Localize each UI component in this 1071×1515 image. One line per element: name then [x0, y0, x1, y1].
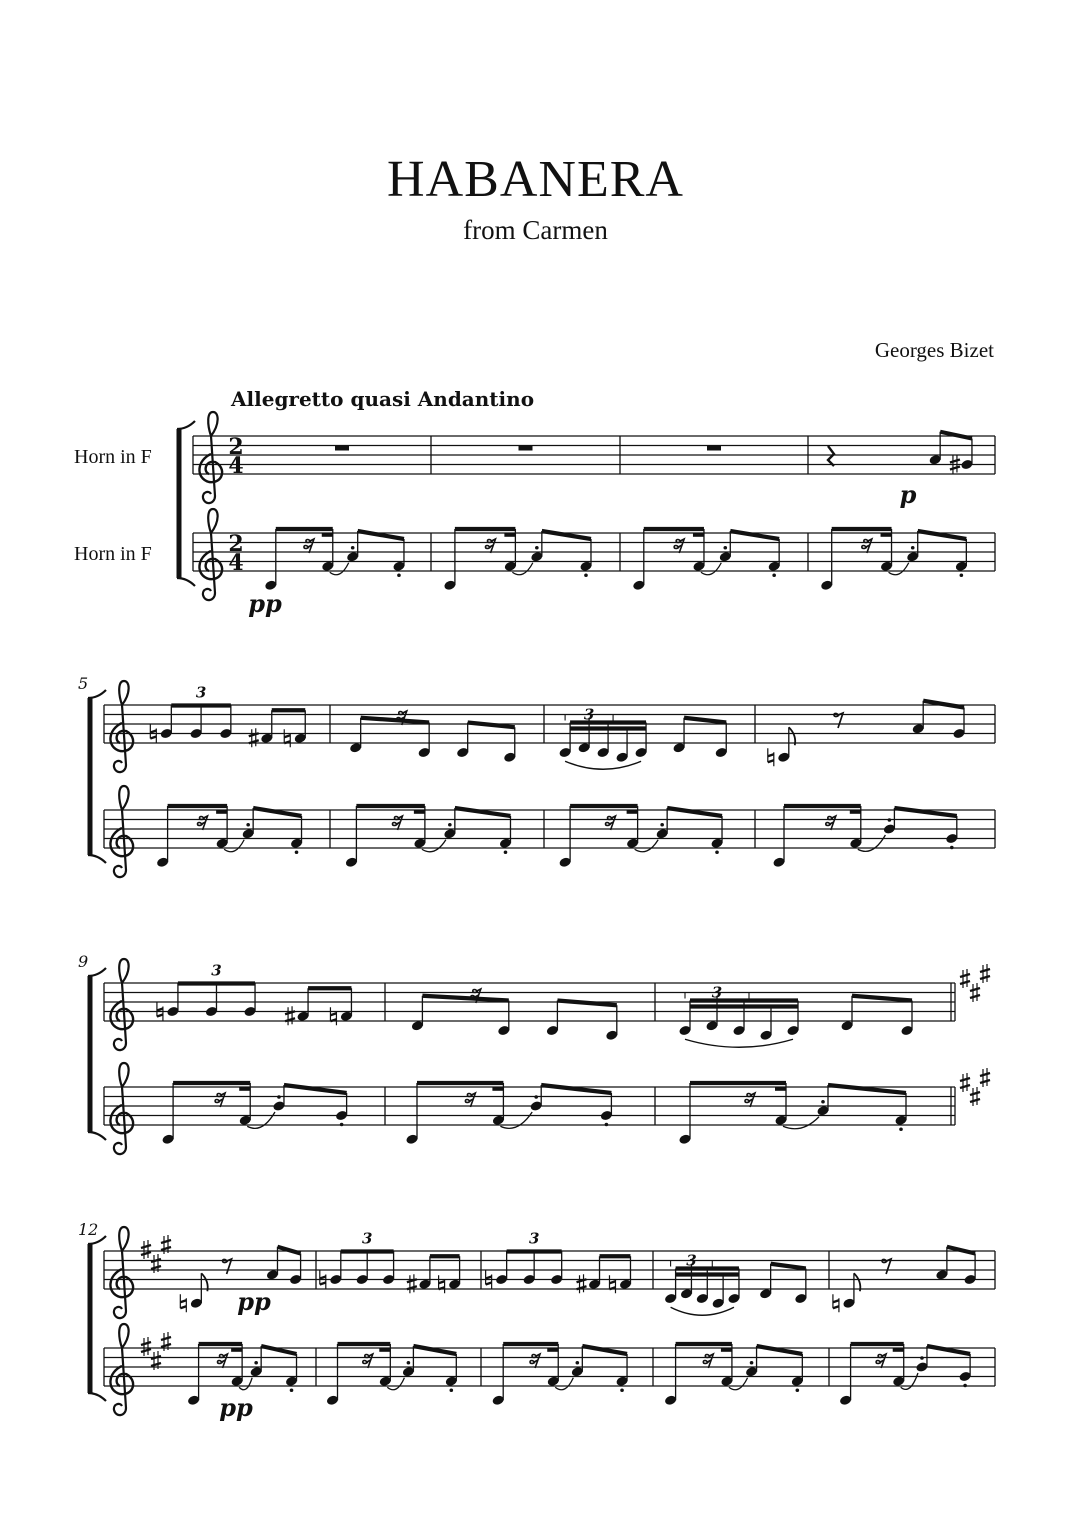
key-sharp-f: [141, 1240, 151, 1259]
treble-clef: [110, 959, 133, 1050]
accomp-beam: [757, 1346, 803, 1354]
time-signature-top: 2: [228, 434, 244, 460]
sharp-accidental: [407, 1274, 417, 1293]
accomp-sixteenth-rest: [862, 539, 872, 553]
melody-beam: [422, 996, 508, 1001]
key-sharp-g: [980, 964, 990, 983]
accomp-sixteenth-rest: [485, 539, 495, 553]
accomp-beam: [284, 1085, 347, 1093]
whole-rest: [519, 446, 533, 451]
accomp-sixteenth-rest: [198, 816, 208, 830]
accomp-staccato: [448, 823, 452, 827]
natural-accidental: [609, 1275, 615, 1293]
melody-beam: [468, 723, 515, 728]
melody-measure-1-4: [828, 432, 974, 474]
triplet-number: 3: [361, 1229, 373, 1248]
melody-measure-3-1: [157, 962, 353, 1026]
accomp-staccato: [295, 850, 299, 854]
accomp-staccato: [277, 1095, 281, 1099]
accomp-staccato: [584, 573, 588, 577]
accomp-staccato: [576, 1361, 580, 1365]
accomp-staccato: [911, 546, 915, 550]
accompaniment-measure-1-4: [820, 529, 968, 591]
accomp-staccato: [963, 1384, 967, 1388]
melody-slur: [565, 761, 641, 769]
melody-slur: [685, 1039, 793, 1047]
accompaniment-measure-4-2: [326, 1344, 458, 1406]
dynamic-pp-lower-m12: pp: [219, 1393, 253, 1422]
score-subtitle: from Carmen: [463, 215, 608, 245]
dynamic-p-upper-m4: p: [899, 480, 917, 509]
accomp-sixteenth-rest: [606, 816, 616, 830]
time-signature-bottom: 4: [228, 550, 244, 576]
accomp-staccato: [397, 573, 401, 577]
instrument-label-1: Horn in F: [74, 446, 152, 468]
accomp-beam: [667, 808, 722, 816]
accomp-staccato: [950, 846, 954, 850]
accomp-beam: [927, 1346, 970, 1354]
accompaniment-measure-3-3: [678, 1083, 907, 1145]
melody-measure-3-2: [411, 989, 619, 1041]
key-sharp-c: [970, 983, 980, 1002]
accomp-slur: [247, 1112, 275, 1128]
quarter-rest: [828, 446, 834, 466]
accompaniment-measure-2-2: [345, 806, 512, 868]
triplet-number: 3: [211, 961, 222, 980]
bracket-bottom-hook: [88, 855, 106, 863]
key-sharp-c: [970, 1087, 980, 1106]
accomp-staccato: [504, 850, 508, 854]
treble-clef: [110, 681, 133, 772]
accompaniment-measure-4-5: [839, 1344, 972, 1406]
treble-clef: [199, 412, 222, 503]
melody-beam: [771, 1264, 806, 1269]
sharp-accidental: [285, 1006, 295, 1025]
accomp-staccato: [821, 1100, 825, 1104]
dynamic-pp-lower-m1: pp: [248, 589, 282, 618]
accomp-beam: [413, 1346, 456, 1354]
accomp-beam: [894, 808, 956, 816]
accomp-slur: [500, 1112, 532, 1128]
time-signature-top: 2: [228, 531, 244, 557]
accompaniment-measure-2-4: [772, 806, 958, 868]
accomp-sixteenth-rest: [745, 1093, 755, 1107]
accomp-staccato: [254, 1361, 258, 1365]
treble-clef: [110, 1063, 133, 1154]
melody-beam: [940, 432, 972, 439]
natural-accidental: [180, 1294, 186, 1312]
accomp-staccato: [899, 1127, 903, 1131]
treble-clef: [110, 786, 133, 877]
accomp-beam: [918, 531, 967, 539]
whole-rest: [707, 446, 721, 451]
natural-accidental: [439, 1275, 445, 1293]
accomp-beam: [582, 1346, 627, 1354]
natural-accidental: [330, 1007, 336, 1025]
accomp-staccato: [960, 573, 964, 577]
accomp-staccato: [772, 573, 776, 577]
music-systems: [78, 412, 995, 1422]
accomp-beam: [541, 1085, 611, 1093]
accomp-sixteenth-rest: [530, 1354, 540, 1368]
melody-measure-4-2: [320, 1230, 461, 1294]
natural-accidental: [833, 1294, 839, 1312]
eighth-rest: [223, 1259, 232, 1274]
accomp-staccato: [450, 1388, 454, 1392]
accomp-staccato: [246, 823, 250, 827]
treble-clef: [110, 1324, 133, 1415]
melody-beam: [277, 1247, 300, 1254]
key-sharp-f: [960, 969, 970, 988]
accomp-slur: [858, 835, 886, 851]
melody-beam: [361, 718, 429, 723]
measure-number: 5: [78, 674, 89, 693]
bracket-bottom-hook: [177, 578, 195, 586]
melody-beam: [947, 1247, 975, 1254]
accomp-staccato: [796, 1388, 800, 1392]
system-4: [78, 1220, 995, 1415]
accompaniment-measure-2-3: [558, 806, 723, 868]
accomp-sixteenth-rest: [215, 1093, 225, 1107]
triplet-number: 3: [195, 683, 207, 702]
accomp-beam: [828, 1085, 906, 1093]
accompaniment-measure-3-1: [161, 1083, 348, 1145]
accomp-beam: [261, 1346, 296, 1354]
melody-beam: [557, 1001, 616, 1006]
time-signature-bottom: 4: [228, 453, 244, 479]
bracket-bottom-hook: [88, 1393, 106, 1401]
accomp-sixteenth-rest: [674, 539, 684, 553]
measure-number: 9: [78, 952, 89, 971]
accomp-staccato: [290, 1388, 294, 1392]
accompaniment-measure-1-2: [443, 529, 592, 591]
system-2: [78, 674, 995, 877]
accompaniment-measure-1-1: [264, 529, 405, 591]
system-3: [78, 952, 990, 1154]
bracket-top-hook: [88, 690, 106, 698]
accomp-sixteenth-rest: [703, 1354, 713, 1368]
melody-measure-4-3: [486, 1230, 633, 1294]
accomp-staccato: [715, 850, 719, 854]
key-sharp-f: [960, 1073, 970, 1092]
accomp-sixteenth-rest: [392, 816, 402, 830]
natural-accidental: [768, 748, 774, 766]
accomp-sixteenth-rest: [218, 1354, 228, 1368]
triplet-number: 3: [583, 705, 595, 724]
accomp-sixteenth-rest: [876, 1354, 886, 1368]
accomp-beam: [542, 531, 591, 539]
dynamic-pp-upper-m12: pp: [237, 1287, 271, 1316]
accomp-staccato: [620, 1388, 624, 1392]
accomp-staccato: [605, 1123, 609, 1127]
accomp-staccato: [920, 1356, 924, 1360]
accomp-staccato: [660, 823, 664, 827]
accomp-staccato: [351, 546, 355, 550]
sharp-accidental: [577, 1274, 587, 1293]
triplet-number: 3: [711, 983, 723, 1002]
accomp-staccato: [888, 818, 892, 822]
bracket-bottom-hook: [88, 1132, 106, 1140]
accomp-staccato: [407, 1361, 411, 1365]
accomp-sixteenth-rest: [304, 539, 314, 553]
accompaniment-measure-4-4: [664, 1344, 804, 1406]
accompaniment-measure-2-1: [156, 806, 303, 868]
treble-clef: [199, 509, 222, 600]
melody-slur: [671, 1307, 734, 1315]
accomp-staccato: [340, 1123, 344, 1127]
melody-measure-1-3: [707, 446, 721, 451]
treble-clef: [110, 1227, 133, 1318]
accompaniment-measure-1-3: [632, 529, 781, 591]
accomp-staccato: [750, 1361, 754, 1365]
melody-measure-1-1: [335, 446, 349, 451]
tempo-marking: Allegretto quasi Andantino: [231, 387, 535, 411]
accomp-beam: [358, 531, 404, 539]
bracket-top-hook: [88, 968, 106, 976]
accomp-beam: [253, 808, 301, 816]
eighth-rest: [882, 1259, 891, 1274]
sharp-accidental: [249, 728, 259, 747]
eighth-rest: [834, 713, 843, 728]
accomp-staccato: [723, 546, 727, 550]
melody-measure-1-2: [519, 446, 533, 451]
melody-beam: [852, 996, 912, 1001]
key-sharp-f: [141, 1337, 151, 1356]
accomp-beam: [730, 531, 779, 539]
accomp-sixteenth-rest: [363, 1354, 373, 1368]
natural-accidental: [284, 729, 290, 747]
key-sharp-g: [980, 1068, 990, 1087]
accompaniment-measure-4-3: [492, 1344, 629, 1406]
bracket-top-hook: [177, 421, 195, 429]
accomp-staccato: [534, 1095, 538, 1099]
whole-rest: [335, 446, 349, 451]
melody-beam: [923, 701, 964, 708]
triplet-number: 3: [686, 1251, 697, 1270]
melody-beam: [684, 718, 726, 723]
accomp-staccato: [535, 546, 539, 550]
instrument-label-2: Horn in F: [74, 543, 152, 565]
accomp-sixteenth-rest: [465, 1093, 475, 1107]
accomp-slur: [783, 1117, 819, 1129]
system-1: [177, 412, 995, 600]
accompaniment-measure-3-2: [405, 1083, 613, 1145]
melody-measure-2-1: [150, 684, 307, 748]
triplet-number: 3: [528, 1229, 540, 1248]
score-title: HABANERA: [387, 151, 684, 208]
measure-number: 12: [78, 1220, 99, 1239]
melody-measure-2-2: [349, 711, 516, 763]
accomp-beam: [455, 808, 511, 816]
accomp-sixteenth-rest: [826, 816, 836, 830]
composer-name: Georges Bizet: [874, 338, 994, 362]
